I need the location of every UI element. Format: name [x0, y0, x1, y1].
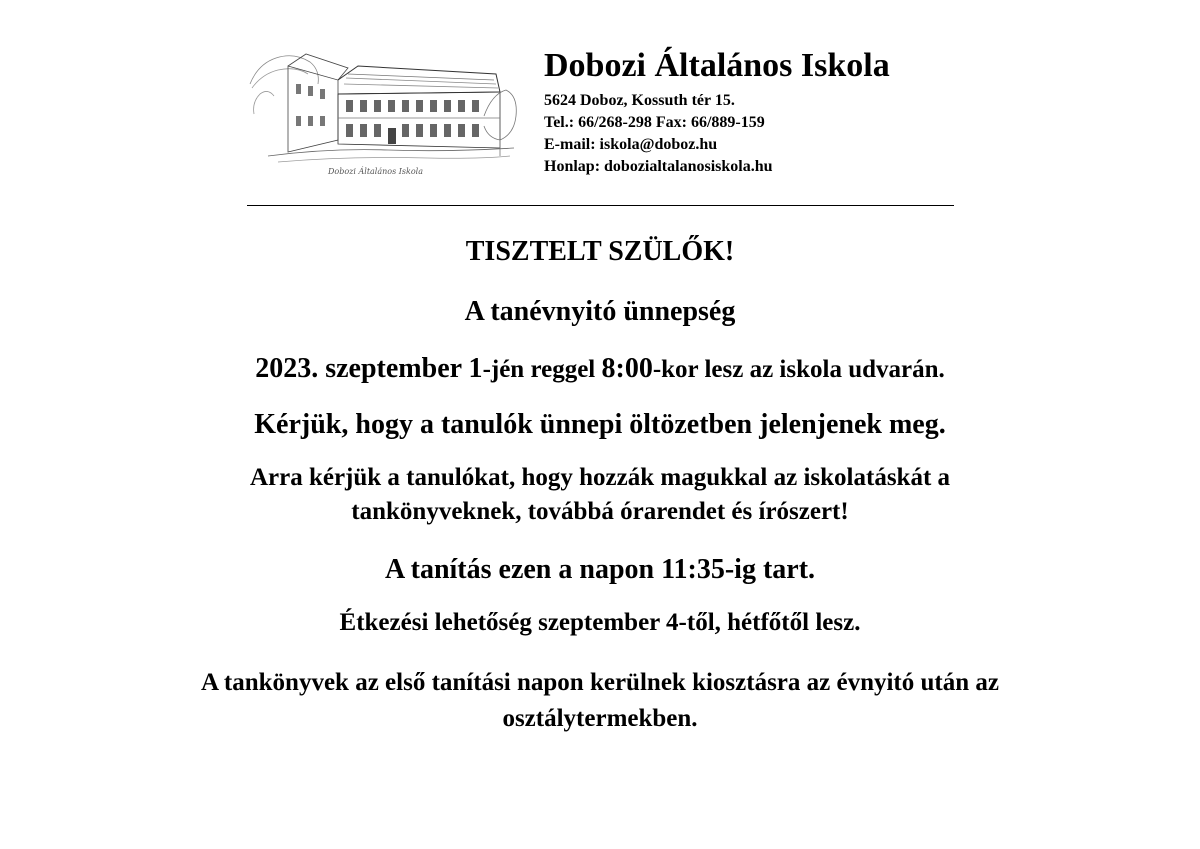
event-date-suffix: -jén reggel [482, 356, 602, 383]
school-building-sketch [248, 44, 520, 184]
event-date-line [0, 349, 1200, 390]
event-title: A tanévnyitó ünnepség [464, 296, 736, 327]
event-date: 2023. szeptember 1 [255, 353, 483, 384]
website: Honlap: dobozialtalanosiskola.hu [544, 158, 773, 175]
greeting: TISZTELT SZÜLŐK! [465, 236, 735, 267]
phone-fax: Tel.: 66/268-298 Fax: 66/889-159 [544, 114, 765, 131]
email: E-mail: iskola@doboz.hu [544, 136, 718, 153]
class-hours: A tanítás ezen a napon 11:35-ig tart. [384, 554, 816, 585]
school-name: Dobozi Általános Iskola [544, 47, 890, 84]
school-header [544, 44, 984, 178]
meals-info: Étkezési lehetőség szeptember 4-től, hétfőtől lesz. [339, 609, 861, 636]
bring-items-line-1: Arra kérjük a tanulókat, hogy hozzák magukkal az iskolatáskát a [249, 464, 951, 491]
textbooks-line-1: A tankönyvek az első tanítási napon kerülnek kiosztásra az évnyitó után az [201, 669, 999, 696]
contact-info [544, 90, 984, 178]
address: 5624 Doboz, Kossuth tér 15. [544, 92, 735, 109]
attire-request: Kérjük, hogy a tanulók ünnepi öltözetben jelenjenek meg. [254, 409, 946, 440]
sketch-caption: Dobozi Általános Iskola [328, 167, 424, 176]
textbooks-line-2: osztálytermekben. [502, 705, 698, 732]
event-time: 8:00 [601, 353, 653, 384]
event-location: -kor lesz az iskola udvarán. [652, 356, 945, 383]
bring-items-line-2: tankönyveknek, továbbá órarendet és írószert! [351, 498, 849, 525]
header-divider [247, 205, 954, 206]
